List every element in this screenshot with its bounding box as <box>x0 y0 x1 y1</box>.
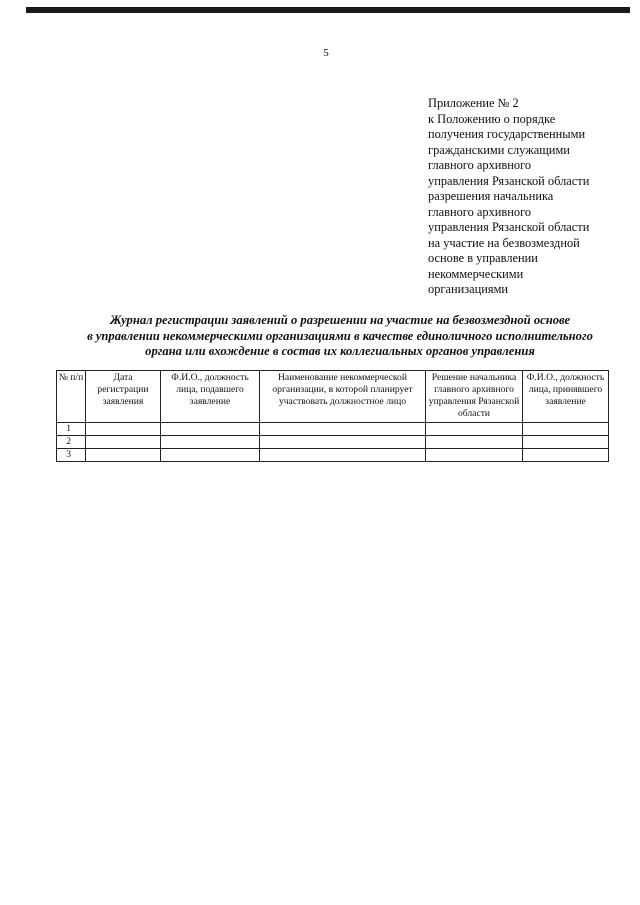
journal-title-line: органа или вхождение в состав их коллегиальных органов управления <box>145 344 535 359</box>
table-cell <box>161 449 260 462</box>
table-cell <box>426 436 523 449</box>
table-cell <box>426 449 523 462</box>
table-cell <box>260 423 426 436</box>
column-header-applicant: Ф.И.О., должность лица, подавшего заявление <box>161 371 260 423</box>
column-header-decision: Решение начальника главного архивного управления Рязанской области <box>426 371 523 423</box>
appendix-line: управления Рязанской области <box>428 173 590 188</box>
table-row <box>57 436 609 449</box>
appendix-line: главного архивного <box>428 204 532 219</box>
table-cell <box>523 423 609 436</box>
appendix-line: управления Рязанской области <box>428 220 590 234</box>
table-cell <box>161 423 260 436</box>
journal-title-line: Журнал регистрации заявлений о разрешении на участие на безвозмездной основе <box>109 313 571 327</box>
page-number: 5 <box>323 47 329 59</box>
table-cell <box>86 449 161 462</box>
column-header-number: № п/п <box>57 371 86 423</box>
table-cell <box>426 423 523 436</box>
scan-edge-bar <box>26 7 630 13</box>
row-number: 1 <box>57 423 86 436</box>
table-row <box>57 423 609 436</box>
appendix-line: главного архивного <box>428 158 532 172</box>
table-cell <box>523 449 609 462</box>
journal-title-line: в управлении некоммерческими организациями в качестве единоличного исполнительного <box>87 328 593 343</box>
column-header-receiver: Ф.И.О., должность лица, принявшего заявление <box>523 371 609 423</box>
table-cell <box>86 436 161 449</box>
row-number: 3 <box>57 449 86 462</box>
journal-title <box>40 313 640 360</box>
column-header-organization: Наименование некоммерческой организации, в которой планирует участвовать должностное лицо <box>260 371 426 423</box>
appendix-line: основе в управлении <box>428 251 538 265</box>
row-number: 2 <box>57 436 86 449</box>
appendix-line: гражданскими служащими <box>428 142 570 157</box>
appendix-line: некоммерческими <box>428 266 524 281</box>
appendix-line: получения государственными <box>428 127 586 141</box>
table-row <box>57 449 609 462</box>
table-cell <box>260 449 426 462</box>
table-cell <box>260 436 426 449</box>
appendix-line: к Положению о порядке <box>428 111 556 126</box>
journal-table <box>56 370 609 462</box>
table-cell <box>86 423 161 436</box>
appendix-line: Приложение № 2 <box>428 96 519 110</box>
appendix-line: разрешения начальника <box>428 189 554 203</box>
appendix-note <box>428 96 618 298</box>
appendix-line: на участие на безвозмездной <box>428 235 580 250</box>
column-header-date: Дата регистрации заявления <box>86 371 161 423</box>
table-cell <box>161 436 260 449</box>
table-cell <box>523 436 609 449</box>
table-header-row <box>57 371 609 423</box>
appendix-line: организациями <box>428 282 509 296</box>
